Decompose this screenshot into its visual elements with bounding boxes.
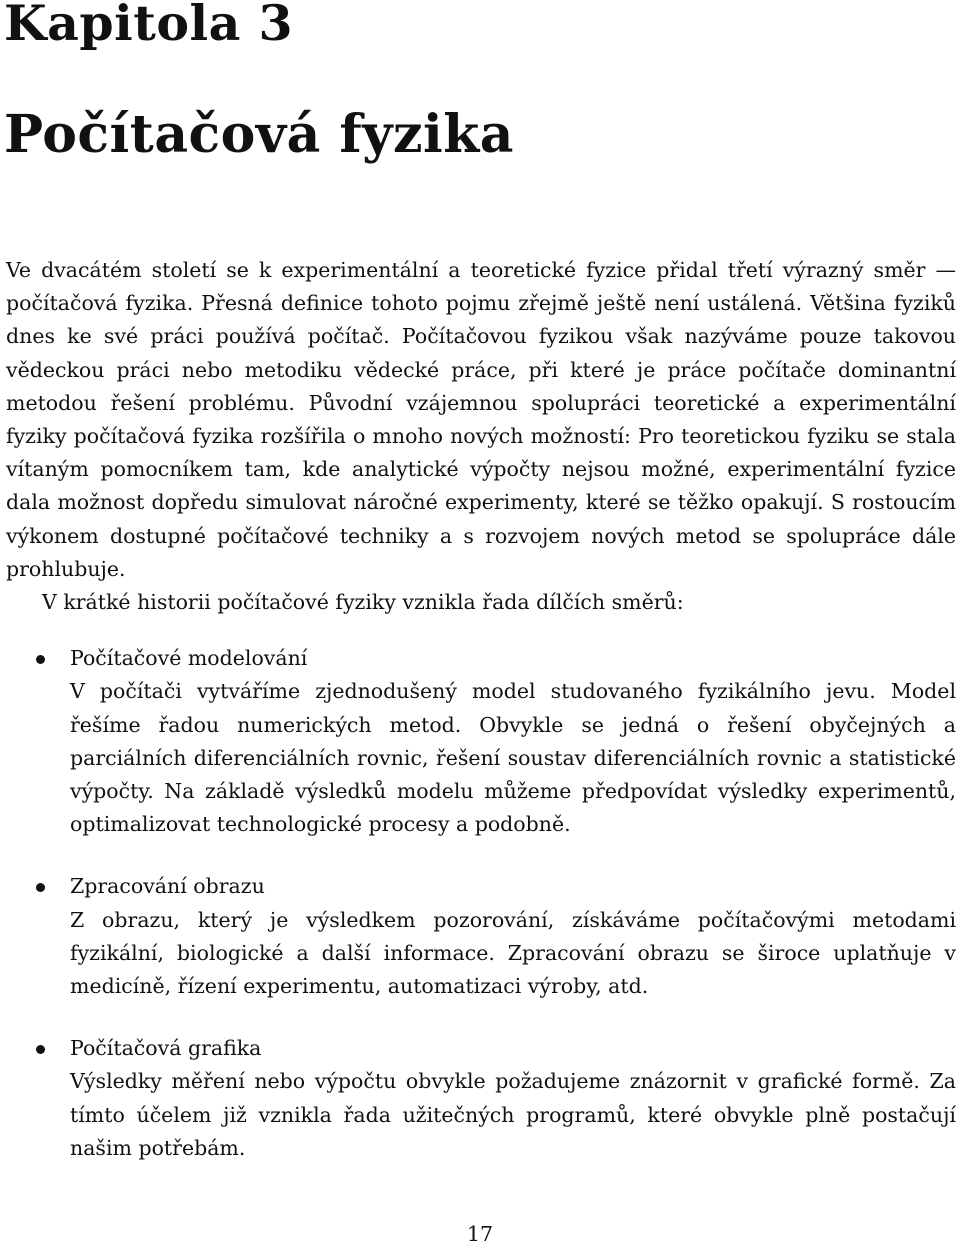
list-item — [6, 1032, 956, 1165]
list-item-title: Počítačová grafika — [70, 1036, 262, 1061]
list-item-title: Zpracování obrazu — [70, 874, 265, 899]
chapter-label: Kapitola 3 — [4, 0, 294, 52]
bullet-icon — [36, 1045, 45, 1054]
list-item-text: Výsledky měření nebo výpočtu obvykle požadujeme znázornit v grafické formě. Za tímto účelem již vznikla řada užitečných programů, které obvykle plně postačují našim potřebám. — [70, 1069, 956, 1160]
list-item-text: V počítači vytváříme zjednodušený model studovaného fyzikálního jevu. Model řešíme řadou numerických metod. Obvykle se jedná o řešení obyčejných a parciálních diferenciálních rovnic, řešení soustav diferenciálních rovnic a statistické výpočty. Na základě výsledků modelu můžeme předpovídat výsledky experimentů, optimalizovat technologické procesy a podobně. — [70, 679, 956, 837]
page-number: 17 — [466, 1222, 494, 1246]
topic-list — [6, 642, 956, 1165]
intro-lead: V krátké historii počítačové fyziky vznikla řada dílčích směrů: — [42, 590, 684, 615]
list-item — [6, 870, 956, 1003]
list-item — [6, 642, 956, 841]
list-item-title: Počítačové modelování — [70, 646, 308, 671]
bullet-icon — [36, 655, 45, 664]
list-item-text: Z obrazu, který je výsledkem pozorování, získáváme počítačovými metodami fyzikální, biologické a další informace. Zpracování obrazu se široce uplatňuje v medicíně, řízení experimentu, automatizaci výroby, atd. — [70, 907, 956, 999]
bullet-icon — [36, 883, 45, 892]
chapter-title: Počítačová fyzika — [4, 104, 514, 165]
intro-paragraph: Ve dvacátém století se k experimentální a teoretické fyzice přidal třetí výrazný směr — počítačová fyzika. Přesná definice tohoto pojmu zřejmě ještě není ustálená. Většina fyziků dnes ke své práci používá počítač. Počítačovou fyzikou však nazýváme pouze takovou vědeckou práci nebo metodiku vědecké práce, při které je práce počítače dominantní metodou řešení problému. Původní vzájemnou spolupráci teoretické a experimentální fyziky počítačová fyzika rozšířila o mnoho nových možností: Pro teoretickou fyziku se stala vítaným pomocníkem tam, kde analytické výpočty nejsou možné, experimentální fyzice dala možnost dopředu simulovat náročné experimenty, které se těžko opakují. S rostoucím výkonem dostupné počítačové techniky a s rozvojem nových metod se spolupráce dále prohlubuje. — [6, 258, 956, 581]
chapter-body — [6, 254, 956, 1194]
